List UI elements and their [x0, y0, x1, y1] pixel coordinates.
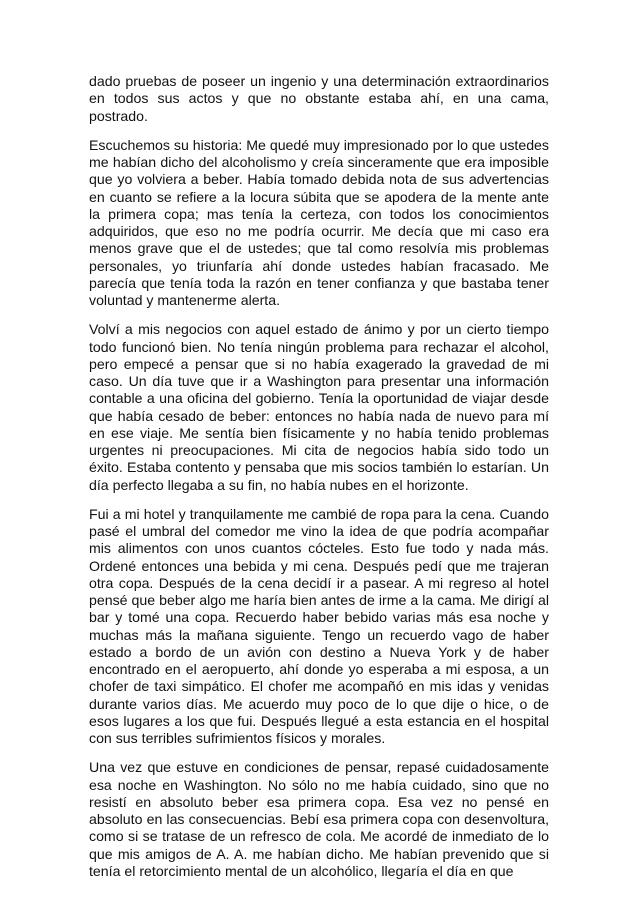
paragraph-5: Una vez que estuve en condiciones de pensar, repasé cuidadosamente esa noche en Washington. No sólo no me había cuidado, sino que no resistí en absoluto beber esa primera copa. Esa vez no pensé en absoluto en las consecuencias. Bebí esa primera copa con desenvoltura, como si se tratase de un refresco de cola. Me acordé de inmediato de lo que mis amigos de A. A. me habían dicho. Me habían prevenido que si tenía el retorcimiento mental de un alcohólico, llegaría el día en que [89, 759, 549, 879]
body-text [89, 73, 549, 892]
paragraph-4: Fui a mi hotel y tranquilamente me cambié de ropa para la cena. Cuando pasé el umbral del comedor me vino la idea de que podría acompañar mis alimentos con unos cuantos cócteles. Esto fue todo y nada más. Ordené entonces una bebida y mi cena. Después pedí que me trajeran otra copa. Después de la cena decidí ir a pasear. A mi regreso al hotel pensé que beber algo me haría bien antes de irme a la cama. Me dirigí al bar y tomé una copa. Recuerdo haber bebido varias más esa noche y muchas más la mañana siguiente. Tengo un recuerdo vago de haber estado a bordo de un avión con destino a Nueva York y de haber encontrado en el aeropuerto, ahí donde yo esperaba a mi esposa, a un chofer de taxi simpático. El chofer me acompañó en mis idas y venidas durante varios días. Me acuerdo muy poco de lo que dije o hice, o de esos lugares a los que fui. Después llegué a esta estancia en el hospital con sus terribles sufrimientos físicos y morales. [89, 505, 549, 746]
paragraph-1: dado pruebas de poseer un ingenio y una determinación extraordinarios en todos sus actos y que no obstante estaba ahí, en una cama, postrado. [89, 73, 549, 124]
paragraph-3: Volví a mis negocios con aquel estado de ánimo y por un cierto tiempo todo funcionó bien. No tenía ningún problema para rechazar el alcohol, pero empecé a pensar que si no había exagerado la gravedad de mi caso. Un día tuve que ir a Washington para presentar una información contable a una oficina del gobierno. Tenía la oportunidad de viajar desde que había cesado de beber: entonces no había nada de nuevo para mí en ese viaje. Me sentía bien físicamente y no había tenido problemas urgentes ni preocupaciones. Mi cita de negocios había sido todo un éxito. Estaba contento y pensaba que mis socios también lo estarían. Un día perfecto llegaba a su fin, no había nubes en el horizonte. [89, 321, 549, 493]
paragraph-2: Escuchemos su historia: Me quedé muy impresionado por lo que ustedes me habían dicho del alcoholismo y creía sinceramente que era imposible que yo volviera a beber. Había tomado debida nota de sus advertencias en cuanto se refiere a la locura súbita que se apodera de la mente ante la primera copa; mas tenía la certeza, con todos los conocimientos adquiridos, que eso no me podría ocurrir. Me decía que mi caso era menos grave que el de ustedes; que tal como resolvía mis problemas personales, yo triunfaría ahí donde ustedes habían fracasado. Me parecía que tenía toda la razón en tener confianza y que bastaba tener voluntad y mantenerme alerta. [89, 136, 549, 308]
